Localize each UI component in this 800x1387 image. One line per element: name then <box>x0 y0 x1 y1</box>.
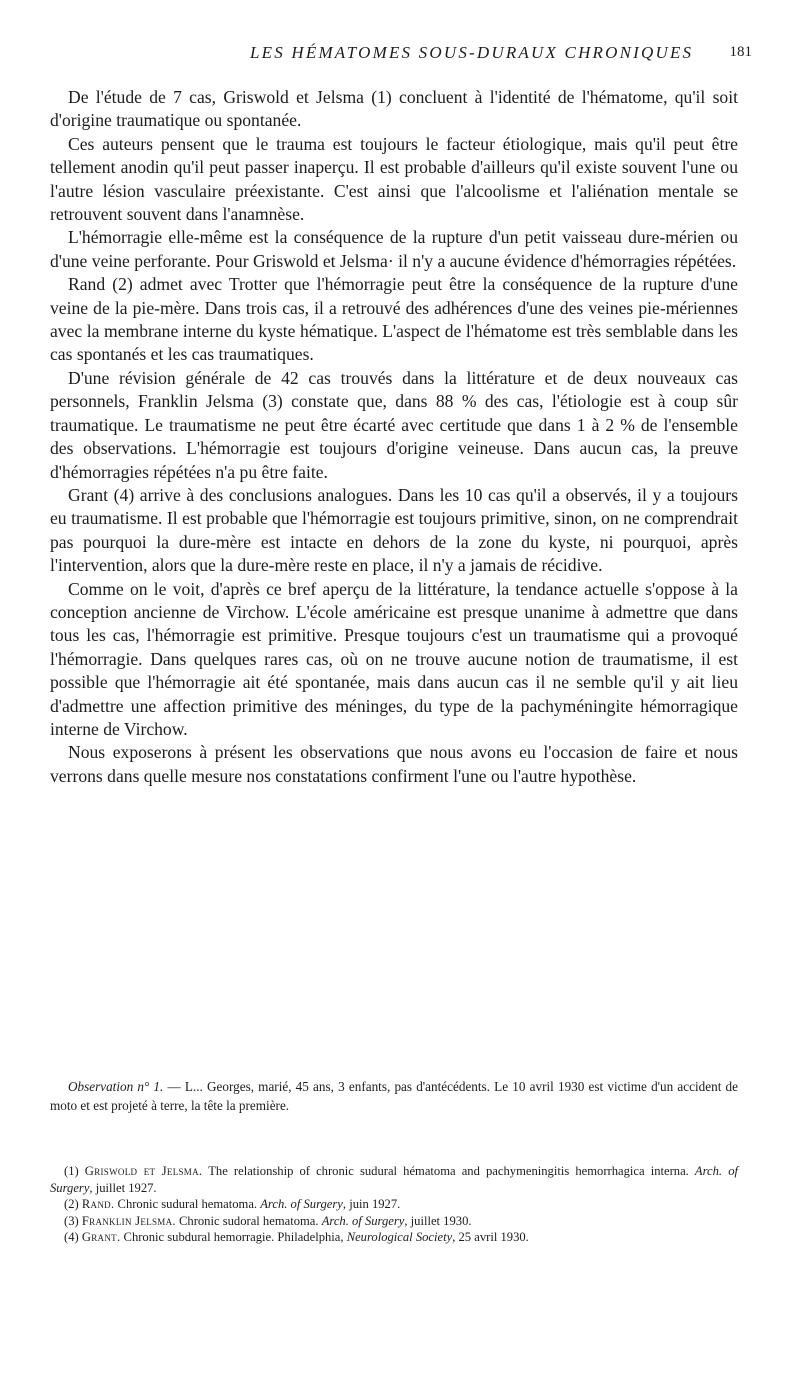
paragraph: Nous exposerons à présent les observations que nous avons eu l'occasion de faire et nous verrons dans quelle mesure nos constatations confirment l'une ou l'autre hypothèse. <box>50 742 738 786</box>
footnote-author: Griswold et Jelsma. <box>84 1164 203 1178</box>
paragraph: L'hémorragie elle-même est la conséquence de la rupture d'un petit vaisseau dure-mérien ou d'une veine perforante. Pour Griswold et Jelsma· il n'y a aucune évidence d'hémorragies répétées. <box>50 227 738 271</box>
footnote-journal: Neurological Society <box>346 1230 453 1245</box>
paragraph: De l'étude de 7 cas, Griswold et Jelsma (1) concluent à l'identité de l'hématome, qu'il soit d'origine traumatique ou spontanée. <box>50 87 738 131</box>
footnote-title: Chronic subdural hemorragie. Philadelphia, <box>120 1230 347 1245</box>
footnote-number: (1) <box>64 1164 79 1178</box>
footnotes <box>50 1163 738 1246</box>
footnote <box>50 1196 738 1213</box>
footnote-number: (2) <box>64 1197 79 1212</box>
case-text: — L... Georges, marié, 45 ans, 3 enfants, pas d'antécédents. Le 10 avril 1930 est victime d'un accident de moto et est projeté à terre, la tête la première. <box>50 1079 738 1113</box>
footnote-title: Chronic sudural hematoma. <box>114 1197 261 1212</box>
case-paragraph <box>50 1078 738 1115</box>
footnote-title: The relationship of chronic sudural hématoma and pachymeningitis hemorrhagica interna. <box>202 1164 695 1178</box>
body-text <box>50 86 738 788</box>
footnote-journal: Arch. of Surgery <box>321 1213 405 1228</box>
page-header <box>0 43 800 73</box>
paragraph: D'une révision générale de 42 cas trouvés dans la littérature et de deux nouveaux cas personnels, Franklin Jelsma (3) constate que, dans 88 % des cas, l'étiologie est à coup sûr traumatique. Le traumatisme ne peut être écarté avec certitude que dans 1 à 2 % de l'ensemble des observations. L'hémorragie est toujours d'origine veineuse. Dans aucun cas, la preuve d'hémorragies répétées n'a pu être faite. <box>50 367 738 482</box>
footnote-journal: Arch. of Surgery <box>50 1164 738 1195</box>
footnote-author: Rand. <box>81 1197 115 1212</box>
case-label: Observation n° 1. <box>68 1079 164 1094</box>
footnote-author: Franklin Jelsma. <box>81 1213 176 1228</box>
paragraph: Ces auteurs pensent que le trauma est toujours le facteur étiologique, mais qu'il peut être tellement anodin qu'il peut passer inaperçu. Il est probable d'ailleurs qu'il existe souvent l'une ou l'autre lésion vasculaire préexistante. C'est ainsi que l'alcoolisme et l'aliénation mentale se retrouvent souvent dans l'anamnèse. <box>50 133 738 225</box>
footnote-author: Grant. <box>81 1230 121 1245</box>
page-number: 181 <box>729 44 752 60</box>
footnote-number: (4) <box>64 1230 79 1245</box>
footnote-date: , juillet 1927. <box>89 1180 157 1195</box>
running-title: LES HÉMATOMES SOUS-DURAUX CHRONIQUES <box>250 43 694 62</box>
footnote-date: , juillet 1930. <box>404 1213 472 1228</box>
footnote <box>50 1229 738 1246</box>
footnote-number: (3) <box>64 1213 79 1228</box>
footnote-title: Chronic sudoral hematoma. <box>175 1213 322 1228</box>
case-observation <box>50 1078 738 1115</box>
paragraph: Comme on le voit, d'après ce bref aperçu de la littérature, la tendance actuelle s'oppose à la conception ancienne de Virchow. L'école américaine est presque unanime à admettre que dans tous les cas, l'hémorragie est primitive. Presque toujours c'est un traumatisme qui a provoqué l'hémorragie. Dans quelques rares cas, où on ne trouve aucune notion de traumatisme, il est possible que l'hémorragie ait été spontanée, mais dans aucun cas il ne semble qu'il y ait lieu d'admettre une affection primitive des méninges, du type de la pachyméningite hémorragique interne de Virchow. <box>50 578 738 739</box>
footnote-date: , juin 1927. <box>342 1197 401 1212</box>
footnote <box>50 1163 738 1196</box>
paragraph: Grant (4) arrive à des conclusions analogues. Dans les 10 cas qu'il a observés, il y a toujours eu traumatisme. Il est probable que l'hémorragie est toujours primitive, sinon, on ne comprendrait pas pourquoi la dure-mère est intacte en dehors de la zone du kyste, ni pourquoi, après l'intervention, alors que la dure-mère reste en place, il n'y a jamais de récidive. <box>50 484 738 576</box>
paragraph: Rand (2) admet avec Trotter que l'hémorragie peut être la conséquence de la rupture d'une veine de la pie-mère. Dans trois cas, il a retrouvé des adhérences d'une des veines pie-mériennes avec la membrane interne du kyste hématique. L'aspect de l'hématome est très semblable dans les cas spontanés et les cas traumatiques. <box>50 274 738 365</box>
footnote-date: , 25 avril 1930. <box>452 1230 529 1245</box>
footnote <box>50 1213 738 1230</box>
footnote-journal: Arch. of Surgery <box>260 1197 343 1212</box>
